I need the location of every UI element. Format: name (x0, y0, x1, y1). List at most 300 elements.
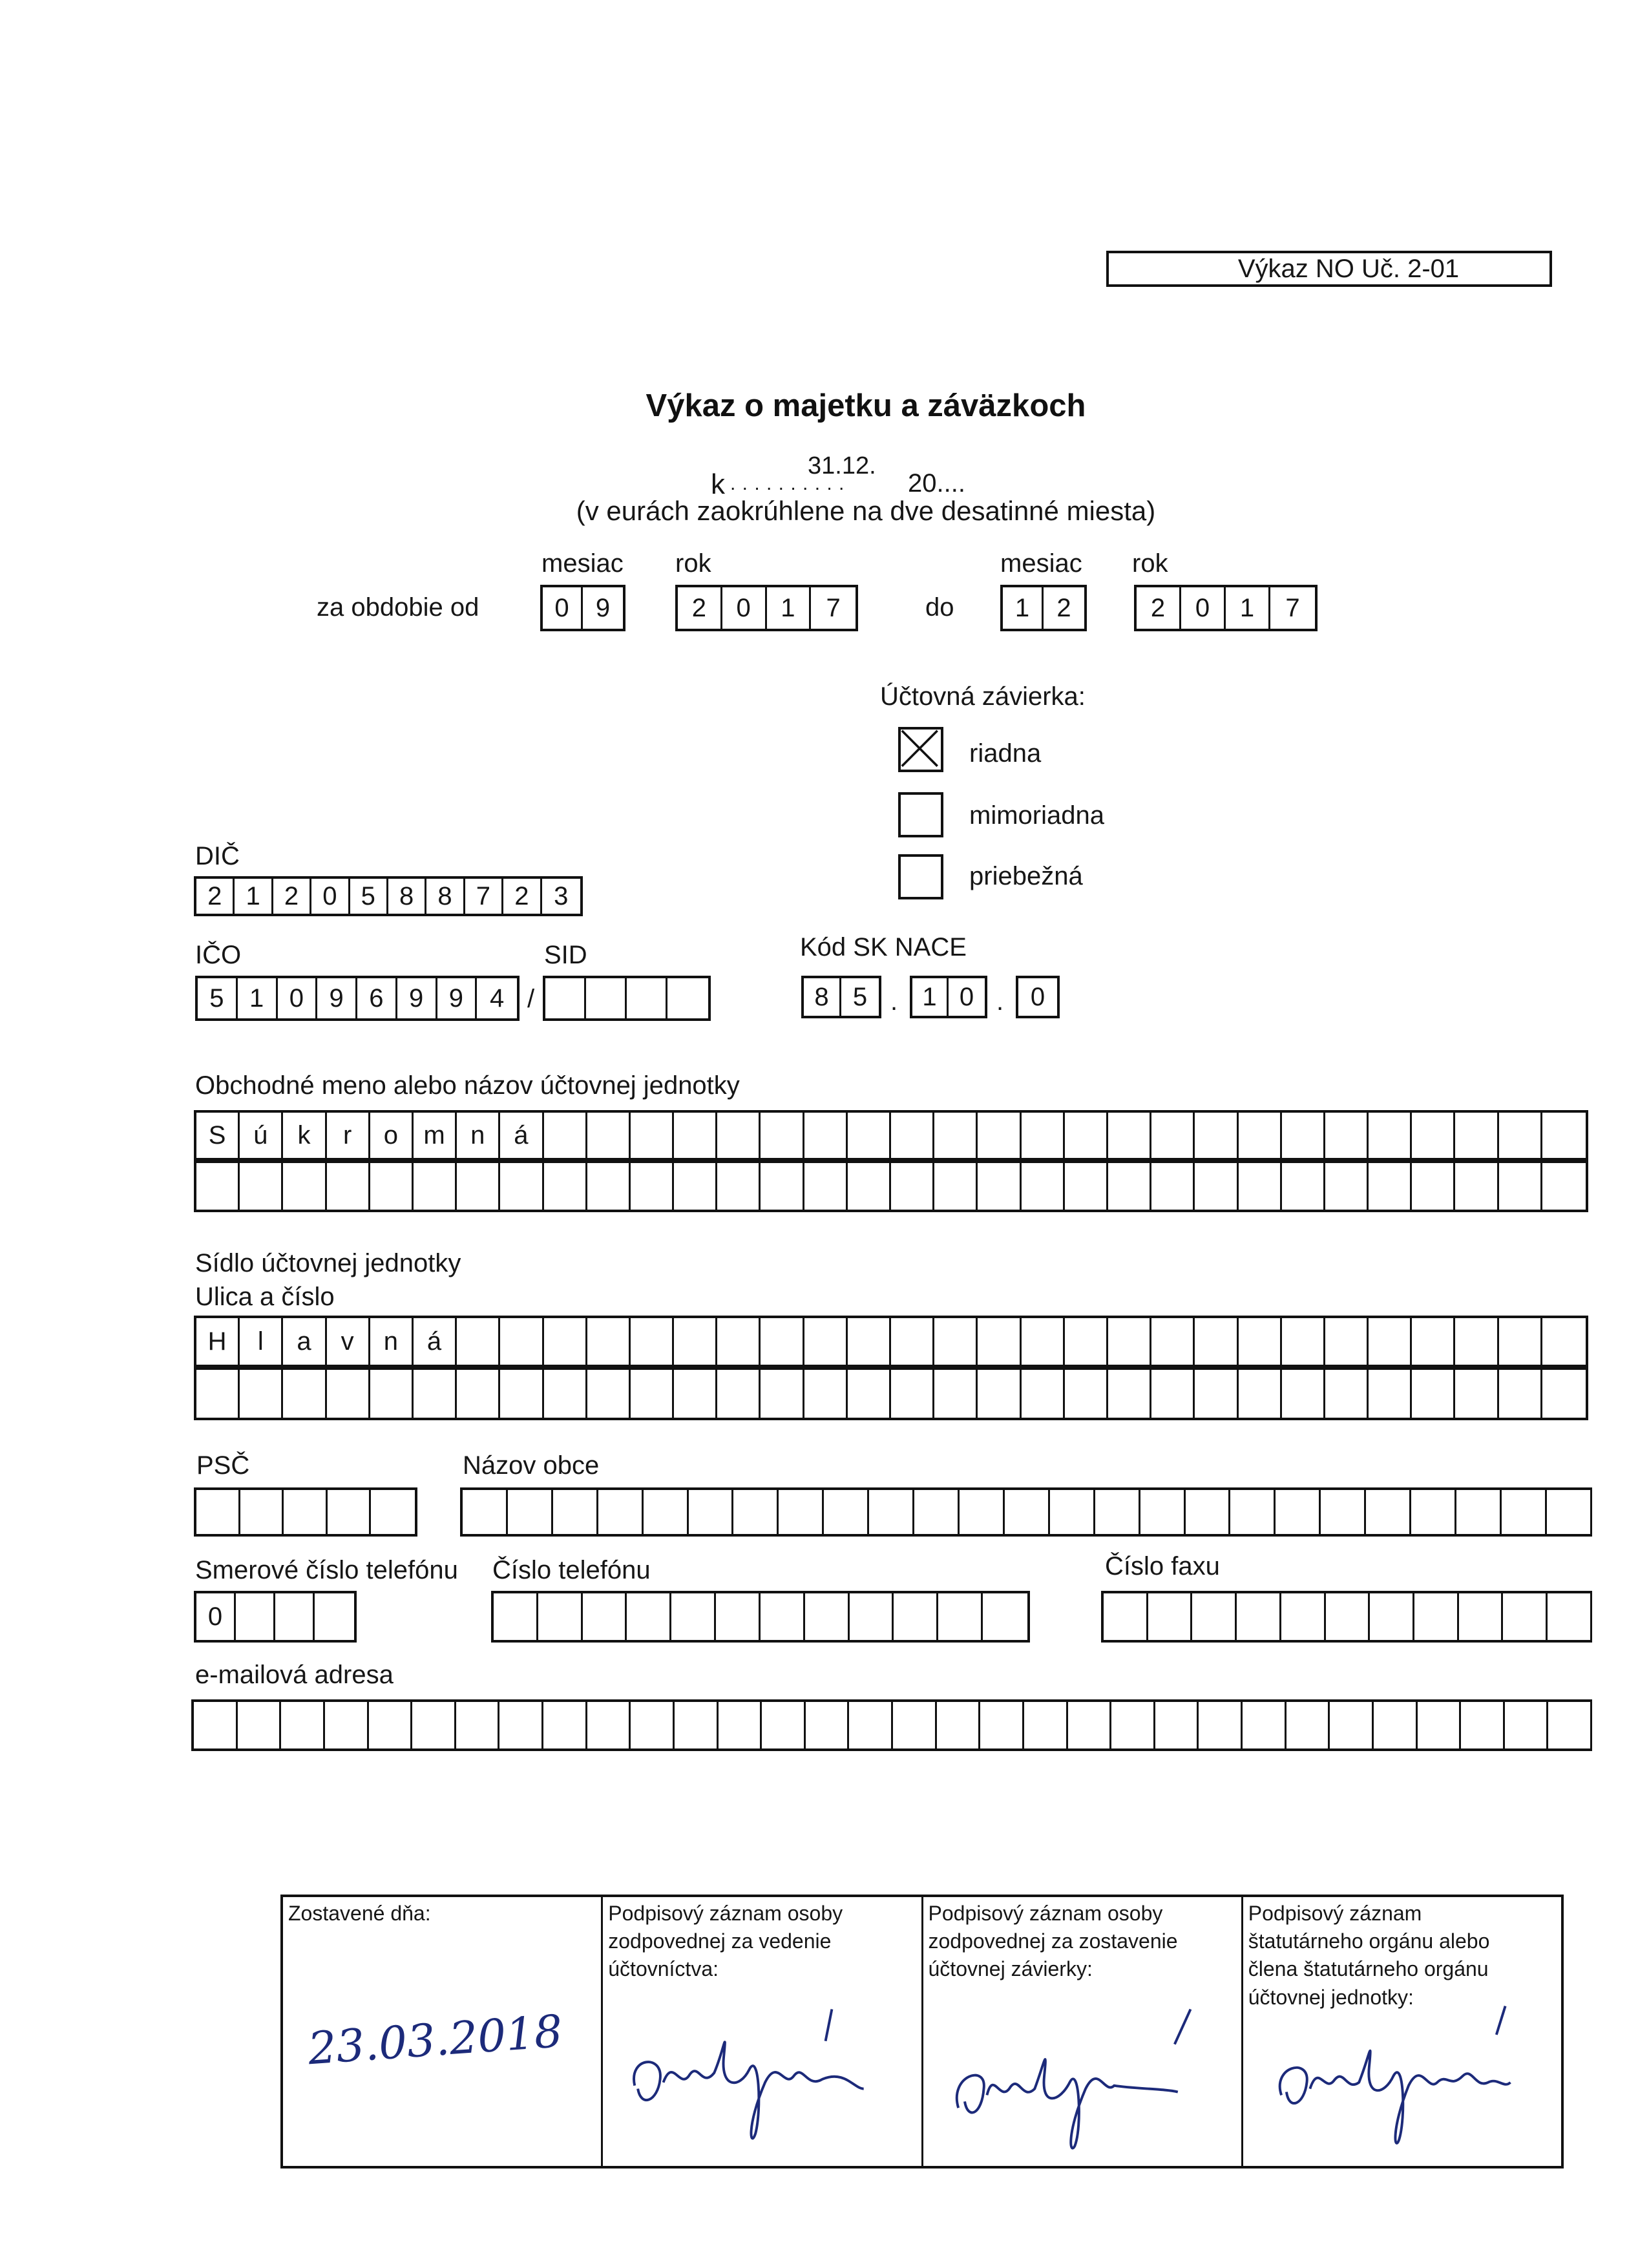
input-cell[interactable] (1542, 1163, 1586, 1210)
input-cell[interactable]: 9 (595, 593, 611, 622)
input-cell[interactable] (587, 1370, 631, 1418)
input-cell[interactable] (960, 1490, 1005, 1534)
nace-dot-2: . (996, 987, 1004, 1016)
input-cell[interactable]: 7 (465, 879, 503, 914)
input-cell[interactable] (716, 1593, 761, 1640)
input-cell[interactable] (1455, 1113, 1498, 1158)
input-cell[interactable] (1547, 1490, 1592, 1534)
input-cell[interactable] (631, 1370, 674, 1418)
input-cell[interactable] (370, 1163, 414, 1210)
input-cell[interactable] (1412, 1163, 1455, 1210)
closing-priebezna-checkbox[interactable] (898, 854, 943, 899)
input-cell[interactable] (717, 1163, 761, 1210)
input-cell[interactable] (824, 1490, 869, 1534)
input-cell[interactable] (1542, 1113, 1586, 1158)
input-cell[interactable] (1461, 1702, 1505, 1748)
input-cell[interactable] (1199, 1702, 1243, 1748)
input-cell[interactable] (891, 1370, 934, 1418)
input-cell[interactable] (937, 1702, 981, 1748)
input-cell[interactable] (1325, 1318, 1369, 1365)
input-cell[interactable] (804, 1163, 848, 1210)
input-cell[interactable] (1366, 1490, 1411, 1534)
input-cell[interactable] (1108, 1318, 1151, 1365)
input-cell[interactable] (196, 1370, 240, 1418)
input-cell[interactable] (1282, 1370, 1325, 1418)
input-cell[interactable] (1326, 1593, 1371, 1640)
input-cell[interactable]: 1 (912, 978, 949, 1016)
input-cell[interactable] (733, 1490, 779, 1534)
input-cell[interactable] (850, 1593, 894, 1640)
signature-preparer-icon (923, 1897, 1241, 2166)
input-cell[interactable] (978, 1370, 1021, 1418)
input-cell[interactable] (891, 1113, 934, 1158)
input-cell[interactable] (980, 1702, 1024, 1748)
address-field-row1[interactable] (194, 1316, 1588, 1367)
input-cell[interactable] (1499, 1113, 1542, 1158)
psc-field[interactable] (194, 1487, 417, 1537)
input-cell[interactable] (1455, 1163, 1498, 1210)
input-cell[interactable] (1499, 1318, 1542, 1365)
input-cell[interactable] (1411, 1490, 1456, 1534)
input-cell[interactable] (370, 1370, 414, 1418)
input-cell[interactable] (1239, 1370, 1282, 1418)
input-cell[interactable] (1287, 1702, 1330, 1748)
input-cell[interactable] (1502, 1490, 1547, 1534)
input-cell[interactable] (978, 1163, 1021, 1210)
input-cell[interactable]: H (196, 1318, 240, 1365)
input-cell[interactable] (544, 1318, 587, 1365)
input-cell[interactable]: 5 (198, 978, 238, 1018)
input-cell[interactable] (627, 978, 667, 1018)
input-cell[interactable] (1140, 1490, 1186, 1534)
input-cell[interactable] (978, 1318, 1021, 1365)
input-cell[interactable] (1239, 1318, 1282, 1365)
input-cell[interactable] (848, 1318, 891, 1365)
input-cell[interactable] (938, 1593, 983, 1640)
input-cell[interactable]: k (283, 1113, 326, 1158)
input-cell[interactable] (544, 1370, 587, 1418)
date-dots: . . . . . . . . . . (730, 473, 845, 494)
input-cell[interactable] (1050, 1490, 1095, 1534)
input-cell[interactable]: 0 (1181, 587, 1226, 629)
input-cell[interactable] (1195, 1318, 1238, 1365)
input-cell[interactable]: 5 (350, 879, 388, 914)
input-cell[interactable] (583, 1593, 627, 1640)
input-cell[interactable]: 8 (426, 879, 465, 914)
period-to-label: do (925, 593, 954, 622)
input-cell[interactable] (1195, 1113, 1238, 1158)
input-cell[interactable] (804, 1370, 848, 1418)
input-cell[interactable]: 3 (554, 881, 569, 910)
input-cell[interactable] (544, 1163, 587, 1210)
input-cell[interactable] (1186, 1490, 1231, 1534)
input-cell[interactable] (1195, 1163, 1238, 1210)
input-cell[interactable] (1195, 1370, 1238, 1418)
input-cell[interactable] (1374, 1702, 1418, 1748)
input-cell[interactable]: 2 (1056, 593, 1071, 622)
input-cell[interactable] (631, 1163, 674, 1210)
input-cell[interactable] (1542, 1370, 1586, 1418)
input-cell[interactable] (1542, 1318, 1586, 1365)
closing-riadna-checkbox[interactable] (898, 727, 943, 772)
nace-field-part1[interactable] (801, 976, 881, 1018)
input-cell[interactable] (240, 1370, 283, 1418)
input-cell[interactable] (1151, 1318, 1195, 1365)
input-cell[interactable] (1230, 1490, 1276, 1534)
input-cell[interactable] (631, 1318, 674, 1365)
input-cell[interactable] (500, 1163, 543, 1210)
input-cell[interactable] (1459, 1593, 1504, 1640)
input-cell[interactable] (1108, 1113, 1151, 1158)
input-cell[interactable] (1148, 1593, 1193, 1640)
input-cell[interactable] (414, 1370, 457, 1418)
phone-field[interactable] (491, 1591, 1030, 1643)
input-cell[interactable]: 0 (196, 1593, 236, 1640)
input-cell[interactable] (806, 1702, 850, 1748)
input-cell[interactable] (1022, 1318, 1065, 1365)
input-cell[interactable] (1239, 1113, 1282, 1158)
input-cell[interactable] (1503, 1593, 1548, 1640)
input-cell[interactable] (1281, 1593, 1326, 1640)
input-cell[interactable] (1414, 1593, 1459, 1640)
input-cell[interactable] (761, 1370, 804, 1418)
input-cell[interactable]: 0 (311, 879, 350, 914)
input-cell[interactable] (194, 1702, 238, 1748)
closing-mimoriadna-checkbox[interactable] (898, 792, 943, 837)
input-cell[interactable] (1192, 1593, 1237, 1640)
input-cell[interactable] (1325, 1163, 1369, 1210)
name-field-row2[interactable] (194, 1160, 1588, 1212)
city-field[interactable] (460, 1487, 1592, 1537)
input-cell[interactable] (587, 1113, 631, 1158)
input-cell[interactable] (1065, 1318, 1108, 1365)
input-cell[interactable] (587, 1163, 631, 1210)
input-cell[interactable] (934, 1113, 978, 1158)
input-cell[interactable] (1239, 1163, 1282, 1210)
input-cell[interactable]: 0 (1030, 982, 1045, 1011)
input-cell[interactable]: 1 (1226, 587, 1270, 629)
input-cell[interactable] (328, 1490, 372, 1534)
input-cell[interactable] (283, 1370, 326, 1418)
input-cell[interactable] (674, 1163, 717, 1210)
address-field-row2[interactable] (194, 1367, 1588, 1420)
input-cell[interactable] (1111, 1702, 1155, 1748)
input-cell[interactable] (327, 1163, 370, 1210)
input-cell[interactable] (1022, 1163, 1065, 1210)
period-to-year[interactable] (1134, 585, 1318, 631)
input-cell[interactable] (1243, 1702, 1287, 1748)
input-cell[interactable] (196, 1163, 240, 1210)
input-cell[interactable] (1065, 1163, 1108, 1210)
input-cell[interactable] (848, 1113, 891, 1158)
input-cell[interactable] (1321, 1490, 1366, 1534)
input-cell[interactable] (1369, 1113, 1412, 1158)
input-cell[interactable] (1104, 1593, 1148, 1640)
phone-label: Číslo telefónu (492, 1556, 651, 1584)
input-cell[interactable]: 9 (437, 978, 478, 1018)
input-cell[interactable] (1282, 1163, 1325, 1210)
input-cell[interactable] (644, 1490, 689, 1534)
closing-priebezna-label: priebežná (969, 862, 1083, 890)
input-cell[interactable] (538, 1593, 583, 1640)
input-cell[interactable] (762, 1702, 806, 1748)
input-cell[interactable] (1155, 1702, 1199, 1748)
input-cell[interactable] (236, 1593, 275, 1640)
email-field[interactable] (191, 1699, 1592, 1751)
dic-field[interactable] (194, 876, 583, 916)
input-cell[interactable] (457, 1370, 500, 1418)
input-cell[interactable] (1276, 1490, 1321, 1534)
input-cell[interactable] (848, 1163, 891, 1210)
input-cell[interactable] (1412, 1113, 1455, 1158)
input-cell[interactable] (1108, 1370, 1151, 1418)
sid-field[interactable] (543, 976, 711, 1021)
input-cell[interactable] (1418, 1702, 1462, 1748)
input-cell[interactable] (238, 1702, 282, 1748)
input-cell[interactable] (1095, 1490, 1140, 1534)
input-cell[interactable] (414, 1163, 457, 1210)
input-cell[interactable] (553, 1490, 598, 1534)
input-cell[interactable]: 1 (235, 879, 273, 914)
input-cell[interactable] (1455, 1318, 1498, 1365)
input-cell[interactable] (281, 1702, 325, 1748)
input-cell[interactable]: 9 (317, 978, 357, 1018)
input-cell[interactable] (1505, 1702, 1549, 1748)
input-cell[interactable] (631, 1113, 674, 1158)
ico-sid-slash: / (527, 985, 535, 1013)
input-cell[interactable]: 1 (1003, 587, 1044, 629)
input-cell[interactable] (1237, 1593, 1281, 1640)
input-cell[interactable] (1282, 1113, 1325, 1158)
input-cell[interactable] (914, 1490, 960, 1534)
period-from-year[interactable] (675, 585, 858, 631)
input-cell[interactable] (667, 978, 708, 1018)
input-cell[interactable]: 1 (238, 978, 278, 1018)
nace-label: Kód SK NACE (800, 933, 967, 961)
input-cell[interactable] (804, 1113, 848, 1158)
input-cell[interactable] (586, 978, 627, 1018)
input-cell[interactable] (934, 1318, 978, 1365)
input-cell[interactable]: n (457, 1113, 500, 1158)
input-cell[interactable] (587, 1318, 631, 1365)
input-cell[interactable] (674, 1318, 717, 1365)
input-cell[interactable] (761, 1318, 804, 1365)
input-cell[interactable] (761, 1593, 805, 1640)
name-field-row1[interactable] (194, 1110, 1588, 1160)
input-cell[interactable] (1330, 1702, 1374, 1748)
input-cell[interactable]: 7 (826, 593, 841, 622)
input-cell[interactable] (1024, 1702, 1068, 1748)
input-cell[interactable] (1369, 1370, 1412, 1418)
year-prefix: 20.... (908, 469, 965, 498)
signature-accounting-label: Podpisový záznam osoby zodpovednej za vedenie účtovníctva: (608, 1902, 843, 1981)
input-cell[interactable] (457, 1163, 500, 1210)
input-cell[interactable] (1151, 1370, 1195, 1418)
input-cell[interactable] (849, 1702, 893, 1748)
input-cell[interactable] (1412, 1370, 1455, 1418)
input-cell[interactable] (1065, 1113, 1108, 1158)
input-cell[interactable] (545, 978, 586, 1018)
input-cell[interactable] (761, 1113, 804, 1158)
input-cell[interactable] (369, 1702, 413, 1748)
input-cell[interactable]: r (327, 1113, 370, 1158)
input-cell[interactable] (674, 1113, 717, 1158)
input-cell[interactable] (371, 1490, 415, 1534)
input-cell[interactable] (869, 1490, 914, 1534)
input-cell[interactable] (761, 1163, 804, 1210)
ico-field[interactable] (195, 976, 520, 1021)
input-cell[interactable] (500, 1318, 543, 1365)
input-cell[interactable] (499, 1702, 543, 1748)
input-cell[interactable]: 0 (278, 978, 318, 1018)
input-cell[interactable] (196, 1490, 240, 1534)
input-cell[interactable] (891, 1163, 934, 1210)
input-cell[interactable] (240, 1490, 284, 1534)
input-cell[interactable]: n (370, 1318, 414, 1365)
input-cell[interactable]: o (370, 1113, 414, 1158)
input-cell[interactable] (1455, 1370, 1498, 1418)
input-cell[interactable]: 2 (196, 879, 235, 914)
input-cell[interactable] (983, 1593, 1027, 1640)
input-cell[interactable]: 0 (722, 587, 767, 629)
input-cell[interactable] (284, 1490, 328, 1534)
input-cell[interactable] (1022, 1113, 1065, 1158)
input-cell[interactable]: 0 (959, 982, 974, 1011)
input-cell[interactable] (587, 1702, 631, 1748)
input-cell[interactable] (1499, 1163, 1542, 1210)
input-cell[interactable]: a (283, 1318, 326, 1365)
input-cell[interactable]: 7 (1285, 593, 1300, 622)
input-cell[interactable] (325, 1702, 369, 1748)
input-cell[interactable]: 0 (543, 587, 583, 629)
input-cell[interactable]: á (414, 1318, 457, 1365)
input-cell[interactable] (283, 1163, 326, 1210)
input-cell[interactable] (934, 1370, 978, 1418)
input-cell[interactable] (275, 1593, 315, 1640)
input-cell[interactable] (544, 1113, 587, 1158)
input-cell[interactable] (1369, 1318, 1412, 1365)
input-cell[interactable] (1065, 1370, 1108, 1418)
period-label: za obdobie od (317, 593, 479, 622)
handwritten-date-icon (283, 1897, 601, 2166)
input-cell[interactable] (717, 1318, 761, 1365)
input-cell[interactable] (891, 1318, 934, 1365)
input-cell[interactable]: m (414, 1113, 457, 1158)
input-cell[interactable] (456, 1702, 500, 1748)
period-from-month[interactable] (540, 585, 625, 631)
input-cell[interactable]: 8 (388, 879, 426, 914)
input-cell[interactable] (1499, 1370, 1542, 1418)
check-mark-icon (901, 730, 941, 770)
input-cell[interactable] (1108, 1163, 1151, 1210)
input-cell[interactable] (240, 1163, 283, 1210)
input-cell[interactable]: 2 (678, 587, 722, 629)
input-cell[interactable] (457, 1318, 500, 1365)
input-cell[interactable]: 1 (767, 587, 812, 629)
input-cell[interactable]: 2 (1137, 587, 1181, 629)
input-cell[interactable] (1325, 1113, 1369, 1158)
input-cell[interactable] (1325, 1370, 1369, 1418)
date-line (711, 446, 1098, 500)
input-cell[interactable] (412, 1702, 456, 1748)
input-cell[interactable] (315, 1593, 354, 1640)
input-cell[interactable] (805, 1593, 850, 1640)
input-cell[interactable] (1005, 1490, 1050, 1534)
input-cell[interactable] (1282, 1318, 1325, 1365)
input-cell[interactable] (1370, 1593, 1414, 1640)
input-cell[interactable] (543, 1702, 587, 1748)
nace-field-part2[interactable] (910, 976, 987, 1018)
page-title: Výkaz o majetku a záväzkoch (646, 388, 1086, 423)
input-cell[interactable]: S (196, 1113, 240, 1158)
input-cell[interactable]: 8 (804, 978, 841, 1016)
input-cell[interactable] (719, 1702, 762, 1748)
input-cell[interactable] (1151, 1163, 1195, 1210)
input-cell[interactable] (500, 1370, 543, 1418)
phone-prefix-label: Smerové číslo telefónu (195, 1556, 458, 1584)
input-cell[interactable]: 2 (503, 879, 541, 914)
input-cell[interactable] (494, 1593, 538, 1640)
nace-field-part3[interactable] (1016, 976, 1060, 1018)
input-cell[interactable] (671, 1593, 716, 1640)
psc-label: PSČ (196, 1451, 250, 1480)
signature-statutory-icon (1243, 1897, 1561, 2166)
input-cell[interactable]: 4 (490, 983, 505, 1013)
input-cell[interactable] (1548, 1593, 1592, 1640)
input-cell[interactable] (463, 1490, 508, 1534)
input-cell[interactable] (1456, 1490, 1502, 1534)
input-cell[interactable] (327, 1370, 370, 1418)
input-cell[interactable] (779, 1490, 824, 1534)
input-cell[interactable] (1151, 1113, 1195, 1158)
input-cell[interactable]: 9 (397, 978, 437, 1018)
input-cell[interactable] (1412, 1318, 1455, 1365)
input-cell[interactable]: v (327, 1318, 370, 1365)
signature-statutory-column (1243, 1897, 1561, 2166)
period-to-month[interactable] (1000, 585, 1087, 631)
input-cell[interactable] (674, 1370, 717, 1418)
input-cell[interactable] (627, 1593, 671, 1640)
input-cell[interactable] (508, 1490, 553, 1534)
input-cell[interactable] (1068, 1702, 1112, 1748)
input-cell[interactable] (978, 1113, 1021, 1158)
input-cell[interactable]: ú (240, 1113, 283, 1158)
input-cell[interactable] (675, 1702, 719, 1748)
input-cell[interactable] (894, 1593, 938, 1640)
input-cell[interactable] (1022, 1370, 1065, 1418)
signature-date-column (283, 1897, 603, 2166)
input-cell[interactable] (689, 1490, 734, 1534)
input-cell[interactable] (598, 1490, 644, 1534)
input-cell[interactable]: 2 (273, 879, 311, 914)
input-cell[interactable]: 5 (852, 982, 868, 1011)
input-cell[interactable] (631, 1702, 675, 1748)
input-cell[interactable] (1548, 1702, 1592, 1748)
input-cell[interactable] (1369, 1163, 1412, 1210)
input-cell[interactable]: á (500, 1113, 543, 1158)
input-cell[interactable] (893, 1702, 937, 1748)
fax-field[interactable] (1101, 1591, 1592, 1643)
input-cell[interactable]: 6 (357, 978, 397, 1018)
signature-accounting-column (603, 1897, 923, 2166)
input-cell[interactable] (717, 1370, 761, 1418)
input-cell[interactable] (848, 1370, 891, 1418)
input-cell[interactable] (804, 1318, 848, 1365)
phone-prefix-field[interactable] (194, 1591, 357, 1643)
input-cell[interactable] (717, 1113, 761, 1158)
input-cell[interactable] (934, 1163, 978, 1210)
input-cell[interactable]: l (240, 1318, 283, 1365)
